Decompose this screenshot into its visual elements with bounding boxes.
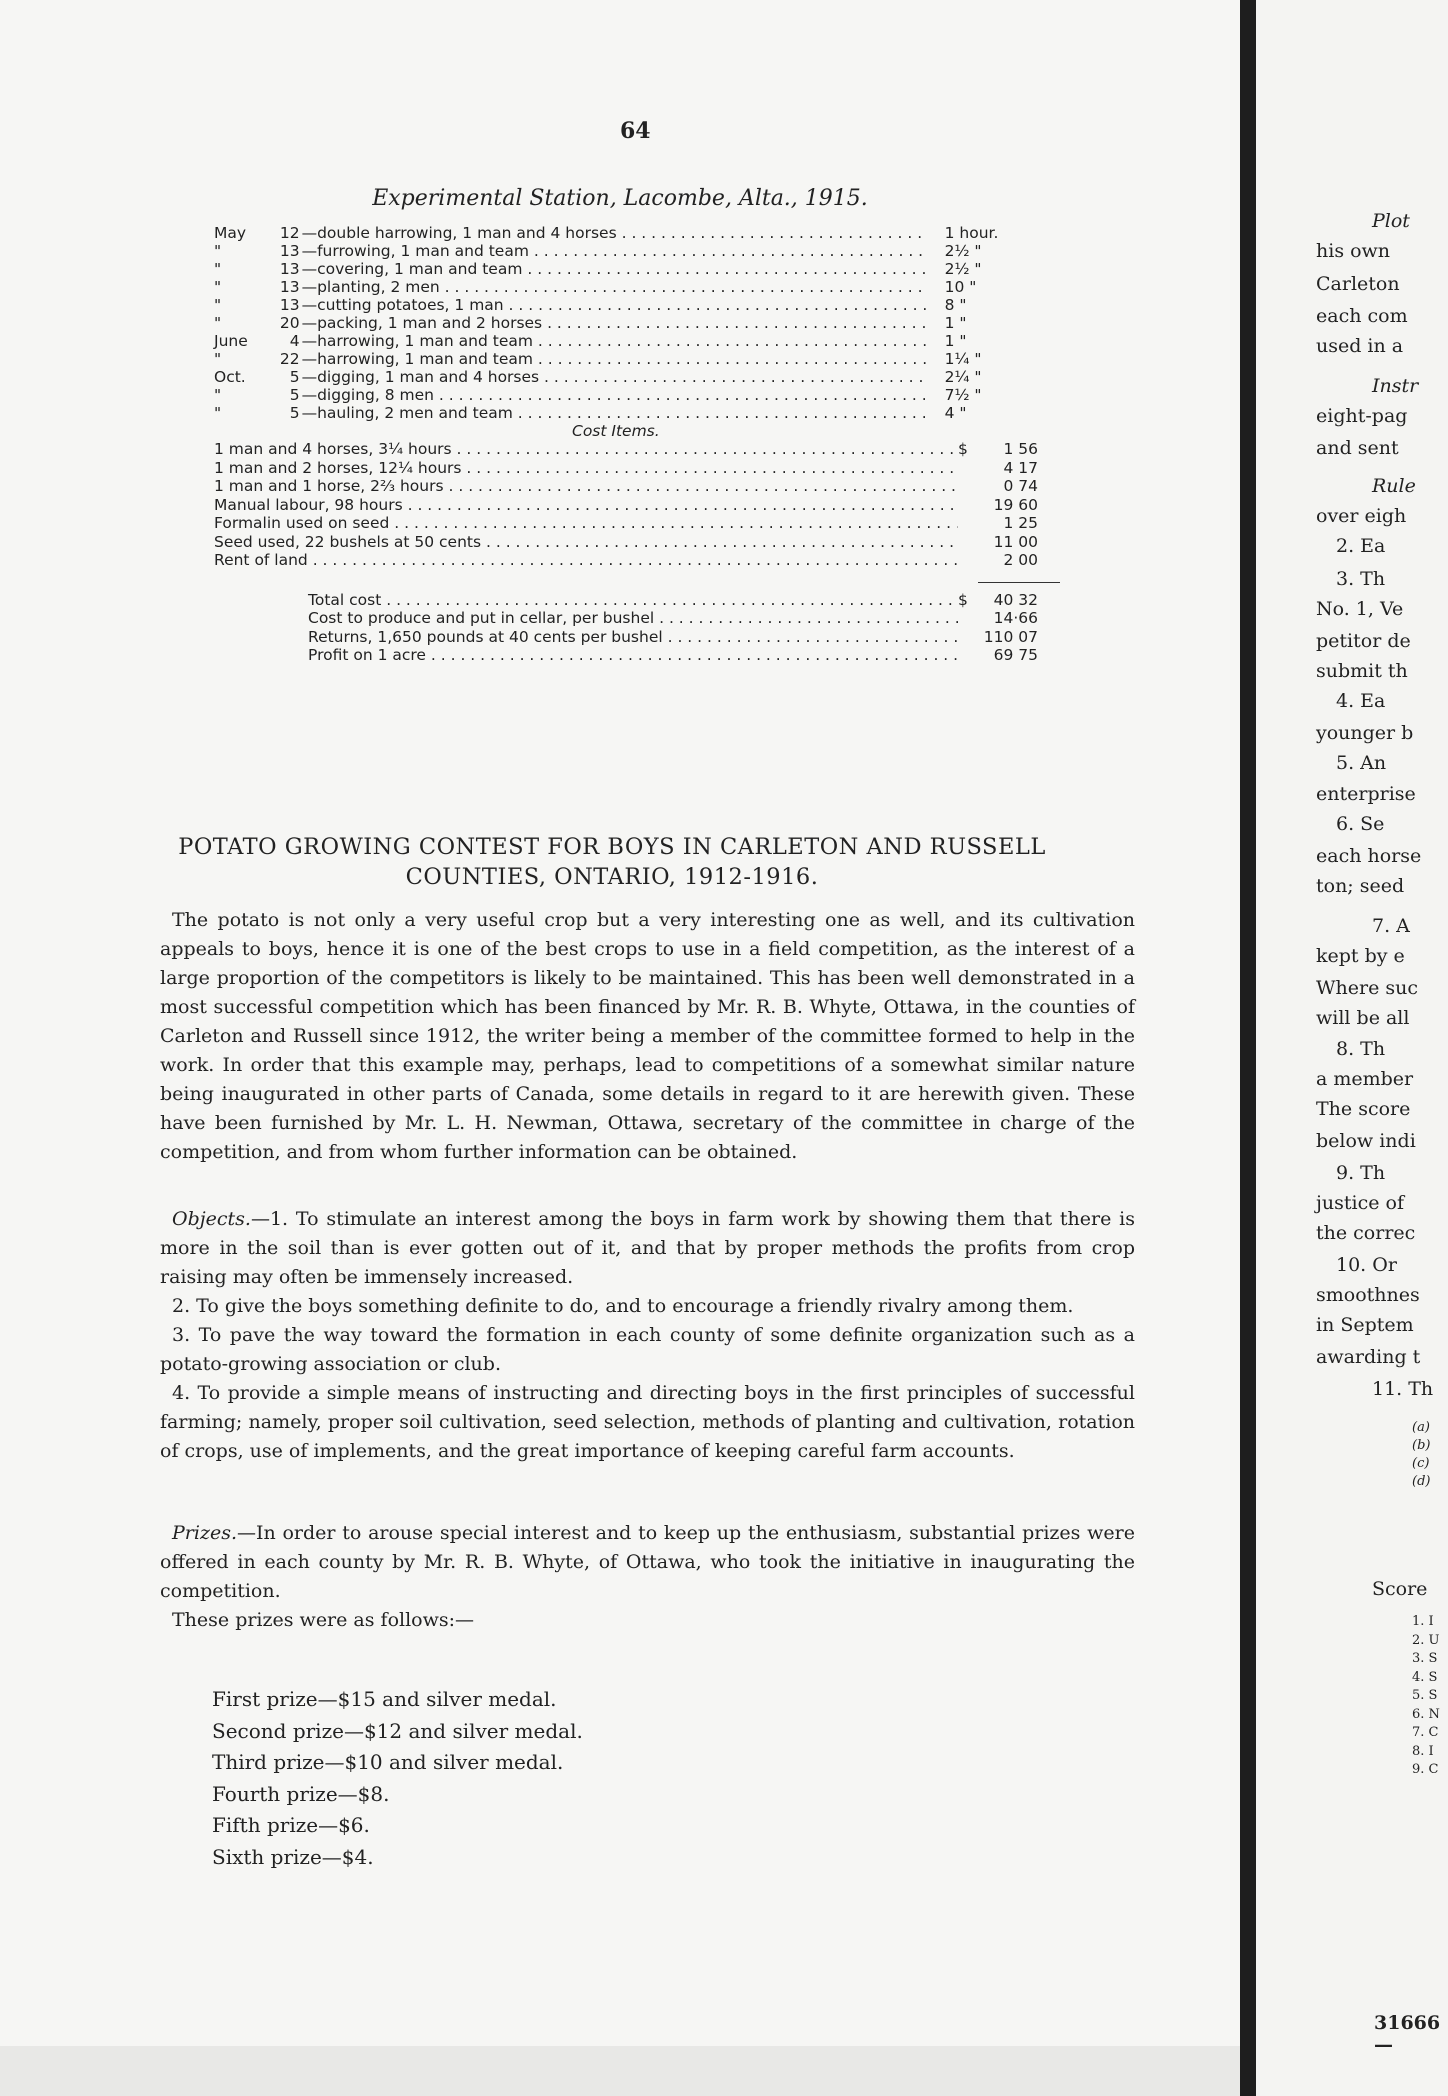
cost-item-description: Seed used, 22 bushels at 50 cents . . . <box>214 533 958 552</box>
ledger-row <box>214 242 1074 260</box>
objects-section <box>160 1205 1135 1466</box>
ledger-time: 2½ " <box>944 260 982 278</box>
ledger-time: 2½ " <box>944 242 982 260</box>
right-page-line: 4. Ea <box>1336 690 1386 712</box>
ledger-month: " <box>214 296 222 314</box>
total-row <box>214 591 1074 610</box>
cost-item-amount: 0 74 <box>1003 477 1038 495</box>
ledger-row <box>214 260 1074 278</box>
prizes-section <box>160 1519 1135 1635</box>
ledger-month: May <box>214 224 247 242</box>
right-page-subitem: (b) <box>1412 1438 1431 1453</box>
right-page-line: each com <box>1316 305 1408 327</box>
right-page-line: smoothnes <box>1316 1284 1420 1306</box>
ledger-time: 1 hour. <box>944 224 999 242</box>
prize-item: First prize—$15 and silver medal. <box>212 1687 557 1711</box>
right-page-score-item: 2. U <box>1412 1632 1440 1648</box>
objects-lead: Objects. <box>172 1208 251 1230</box>
ledger-month: " <box>214 242 222 260</box>
ledger-operation: —furrowing, 1 man and team . . . <box>300 242 927 260</box>
cost-item-description: Formalin used on seed . . . <box>214 514 958 533</box>
ledger-operation: —digging, 8 men . . . <box>300 386 927 404</box>
total-description: Profit on 1 acre . . . <box>214 646 958 665</box>
right-page-score-item: 5. S <box>1412 1688 1438 1703</box>
right-page-line: Carleton <box>1316 273 1400 295</box>
cost-item-description: 1 man and 2 horses, 12¼ hours . . . <box>214 459 958 478</box>
operations-ledger <box>214 224 1074 665</box>
cost-item-amount: 2 00 <box>1003 551 1038 569</box>
right-page-line: a member <box>1316 1068 1414 1090</box>
right-page-subitem: (d) <box>1412 1474 1431 1489</box>
ledger-operation: —harrowing, 1 man and team . . . <box>300 350 927 368</box>
total-amount: 69 75 <box>993 646 1038 664</box>
right-page-line: 11. Th <box>1372 1378 1434 1400</box>
ledger-day: 13 <box>279 296 300 314</box>
cost-item-description: Rent of land . . . <box>214 551 958 570</box>
ledger-operation: —hauling, 2 men and team . . . <box>300 404 927 422</box>
station-heading: Experimental Station, Lacombe, Alta., 1915. <box>372 186 868 211</box>
cost-item-row <box>214 496 1074 515</box>
right-page-line: No. 1, Ve <box>1316 598 1404 620</box>
cost-item-description: 1 man and 1 horse, 2⅔ hours . . . <box>214 477 958 496</box>
ledger-row <box>214 314 1074 332</box>
right-page-line: 8. Th <box>1336 1038 1386 1060</box>
right-page-line: 2. Ea <box>1336 535 1386 557</box>
prizes-paragraph <box>160 1519 1135 1606</box>
ledger-day: 5 <box>289 404 300 422</box>
total-dollar-sign: $ <box>958 590 968 609</box>
ledger-row <box>214 296 1074 314</box>
ledger-row <box>214 404 1074 422</box>
right-page-line: 9. Th <box>1336 1162 1386 1184</box>
cost-item-dollar-sign <box>958 533 978 552</box>
right-page-score-heading: Score <box>1372 1578 1428 1600</box>
right-page-line: awarding t <box>1316 1346 1421 1368</box>
right-page-line: will be all <box>1316 1007 1410 1029</box>
prize-item: Fourth prize—$8. <box>212 1781 390 1806</box>
ledger-row <box>214 386 1074 404</box>
article-title-line-1: POTATO GROWING CONTEST FOR BOYS IN CARLETON AND RUSSELL <box>178 834 1046 860</box>
ledger-day: 12 <box>279 224 300 242</box>
cost-item-row <box>214 533 1074 552</box>
right-page-line: 6. Se <box>1336 813 1385 835</box>
ledger-time: 1 " <box>944 314 967 332</box>
right-page-score-item: 4. S <box>1412 1669 1438 1685</box>
prize-item: Sixth prize—$4. <box>212 1844 374 1869</box>
prizes-text: —In order to arouse special interest and to keep up the enthusiasm, substantial prizes were offered in each county by Mr. R. B. Whyte, of Ottawa, who took the initiative in inaugurating the competition. <box>160 1522 1135 1602</box>
cost-item-row <box>214 459 1074 478</box>
cost-item-row <box>214 440 1074 459</box>
ledger-month: " <box>214 350 222 368</box>
right-page-line: and sent <box>1316 437 1399 459</box>
ledger-operation: —harrowing, 1 man and team . . . <box>300 332 927 350</box>
total-amount: 40 32 <box>993 590 1038 609</box>
cost-item-row <box>214 514 1074 533</box>
right-page-line: submit th <box>1316 660 1408 682</box>
ledger-time: 8 " <box>944 296 967 314</box>
right-page-score-item: 7. C <box>1412 1725 1439 1740</box>
cost-item-row <box>214 477 1074 496</box>
right-page-line: over eigh <box>1316 505 1407 527</box>
total-row <box>214 628 1074 647</box>
ledger-operation: —cutting potatoes, 1 man . . . <box>300 296 927 314</box>
ledger-month: " <box>214 278 222 296</box>
cost-item-amount: 19 60 <box>993 495 1038 514</box>
total-description: Cost to produce and put in cellar, per bushel . . . <box>214 609 958 628</box>
right-page-line: Where suc <box>1316 977 1419 999</box>
total-row <box>214 609 1074 628</box>
cost-item-amount: 11 00 <box>993 532 1038 551</box>
cost-item-dollar-sign <box>958 514 978 533</box>
objects-1-text: —1. To stimulate an interest among the boys in farm work by showing them that there is more in the soil than is ever gotten out of it, and that by proper methods the profits from crop raising may often be immensely increased. <box>160 1208 1135 1288</box>
objects-1 <box>160 1205 1135 1292</box>
ledger-day: 5 <box>289 368 300 386</box>
total-description: Returns, 1,650 pounds at 40 cents per bushel . . . <box>214 628 958 647</box>
right-page-line: Plot <box>1372 210 1410 232</box>
right-page-line: each horse <box>1316 845 1422 867</box>
total-rule <box>978 582 1060 583</box>
right-page-line: 3. Th <box>1336 568 1386 590</box>
ledger-time: 10 " <box>944 278 977 296</box>
right-page-subitem: (a) <box>1412 1420 1430 1435</box>
cost-item-dollar-sign <box>958 496 978 515</box>
ledger-month: June <box>214 332 248 350</box>
ledger-month: Oct. <box>214 368 246 386</box>
cost-item-dollar-sign <box>958 459 978 478</box>
right-page-subitem: (c) <box>1412 1456 1430 1471</box>
right-page-line: below indi <box>1316 1130 1416 1152</box>
right-page-text <box>1256 0 1448 2096</box>
total-amount: 14·66 <box>993 609 1038 627</box>
right-page-line: petitor de <box>1316 630 1411 652</box>
right-page-line: justice of <box>1316 1192 1404 1214</box>
ledger-time: 7½ " <box>944 386 982 404</box>
total-dollar-sign <box>958 609 978 628</box>
cost-item-amount: 1 56 <box>1003 440 1038 458</box>
article-title <box>82 832 1142 892</box>
total-row <box>214 646 1074 665</box>
scan-bottom-edge <box>0 2046 1240 2096</box>
right-page-score-item: 9. C <box>1412 1762 1439 1777</box>
ledger-day: 13 <box>279 278 300 296</box>
prize-item: Second prize—$12 and silver medal. <box>212 1718 583 1743</box>
right-page-line: 7. A <box>1372 915 1410 937</box>
right-page-line: in Septem <box>1316 1314 1414 1336</box>
prizes-intro: These prizes were as follows:— <box>172 1609 475 1631</box>
ledger-row <box>214 332 1074 350</box>
right-page-line: used in a <box>1316 335 1404 357</box>
right-page-score-item: 1. I <box>1412 1614 1434 1629</box>
total-dollar-sign <box>958 628 978 647</box>
ledger-row <box>214 368 1074 386</box>
right-page-score-item: 8. I <box>1412 1743 1434 1759</box>
ledger-operation: —packing, 1 man and 2 horses . . . <box>300 314 927 332</box>
right-page-line: kept by e <box>1316 945 1405 967</box>
ledger-day: 20 <box>279 314 300 332</box>
ledger-time: 1 " <box>944 332 967 350</box>
prize-item: Fifth prize—$6. <box>212 1813 370 1837</box>
cost-item-amount: 4 17 <box>1003 458 1038 477</box>
total-amount: 110 07 <box>983 627 1038 646</box>
objects-3: 3. To pave the way toward the formation in each county of some definite organization such as a potato-growing association or club. <box>160 1324 1135 1375</box>
right-page-line: ton; seed <box>1316 875 1405 897</box>
ledger-day: 22 <box>279 350 300 368</box>
prize-list <box>212 1684 583 1873</box>
cost-item-row <box>214 551 1074 570</box>
total-description: Total cost . . . <box>214 591 958 610</box>
right-page-line: enterprise <box>1316 783 1416 805</box>
ledger-row <box>214 224 1074 242</box>
cost-item-dollar-sign: $ <box>958 440 968 458</box>
cost-item-description: 1 man and 4 horses, 3¼ hours . . . <box>214 440 958 459</box>
ledger-operation: —covering, 1 man and team . . . <box>300 260 927 278</box>
right-page-line: his own <box>1316 240 1391 262</box>
right-page-score-item: 6. N <box>1412 1706 1440 1722</box>
cost-items-heading: Cost Items. <box>572 422 660 440</box>
ledger-day: 4 <box>289 332 300 350</box>
right-page-line: The score <box>1316 1098 1411 1120</box>
article-title-line-2: COUNTIES, ONTARIO, 1912-1916. <box>405 864 819 890</box>
right-page-line: 10. Or <box>1336 1254 1397 1276</box>
prize-item: Third prize—$10 and silver medal. <box>212 1750 564 1774</box>
page-number: 64 <box>620 118 651 144</box>
ledger-day: 5 <box>289 386 300 404</box>
right-page-line: Rule <box>1372 475 1416 497</box>
ledger-row <box>214 278 1074 296</box>
ledger-month: " <box>214 314 222 332</box>
right-page-score-item: 3. S <box>1412 1651 1438 1666</box>
objects-4: 4. To provide a simple means of instructing and directing boys in the first principles of successful farming; namely, proper soil cultivation, seed selection, methods of planting and cultivation, rotation of crops, use of implements, and the great importance of keeping careful farm accounts. <box>160 1382 1135 1462</box>
total-dollar-sign <box>958 646 978 665</box>
right-page-footer: 31666— <box>1374 2012 1441 2056</box>
right-page-line: younger b <box>1316 722 1414 744</box>
ledger-time: 4 " <box>944 404 967 422</box>
right-page-line: Instr <box>1372 375 1419 397</box>
right-page-line: eight-pag <box>1316 405 1408 427</box>
objects-2: 2. To give the boys something definite to do, and to encourage a friendly rivalry among them. <box>172 1295 1074 1317</box>
right-page-line: the correc <box>1316 1222 1416 1244</box>
ledger-operation: —digging, 1 man and 4 horses . . . <box>300 368 927 386</box>
cost-item-description: Manual labour, 98 hours . . . <box>214 496 958 515</box>
cost-item-dollar-sign <box>958 551 978 570</box>
cost-item-dollar-sign <box>958 477 978 496</box>
right-page-line: 5. An <box>1336 752 1387 774</box>
ledger-time: 2¼ " <box>944 368 982 386</box>
cost-item-amount: 1 25 <box>1003 514 1038 532</box>
ledger-row <box>214 350 1074 368</box>
book-gutter <box>1240 0 1256 2096</box>
ledger-operation: —planting, 2 men . . . <box>300 278 927 296</box>
intro-text: The potato is not only a very useful crop but a very interesting one as well, and its cultivation appeals to boys, hence it is one of the best crops to use in a field competition, as the interest of a large proportion of the competitors is likely to be maintained. This has been well demonstrated in a most successful competition which has been financed by Mr. R. B. Whyte, Ottawa, in the counties of Carleton and Russell since 1912, the writer being a member of the committee formed to help in the work. In order that this example may, perhaps, lead to competitions of a somewhat similar nature being inaugurated in other parts of Canada, some details in regard to it are herewith given. These have been furnished by Mr. L. H. Newman, Ottawa, secretary of the committee in charge of the competition, and from whom further information can be obtained. <box>160 909 1135 1163</box>
ledger-time: 1¼ " <box>944 350 982 368</box>
ledger-operation: —double harrowing, 1 man and 4 horses . . . <box>300 224 927 242</box>
ledger-month: " <box>214 260 222 278</box>
ledger-day: 13 <box>279 260 300 278</box>
ledger-month: " <box>214 404 222 422</box>
intro-paragraph <box>160 906 1135 1167</box>
ledger-day: 13 <box>279 242 300 260</box>
ledger-month: " <box>214 386 222 404</box>
prizes-lead: Prizes. <box>172 1522 237 1544</box>
